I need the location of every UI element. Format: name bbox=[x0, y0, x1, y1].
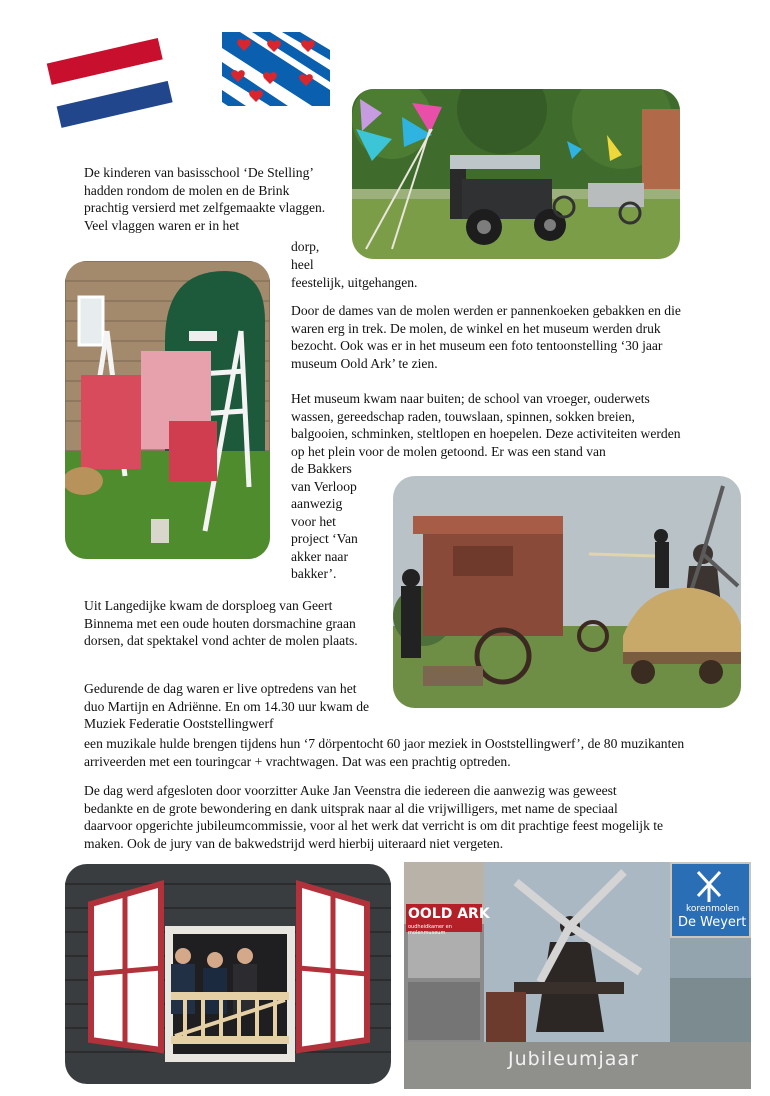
paragraph-threshing: Uit Langedijke kwam de dorsploeg van Geert Binnema met een oude houten dorsmachine graan dorsen, dat spektakel vond achter de molen plaats. bbox=[84, 598, 358, 648]
paragraph-decorations: De kinderen van basisschool ‘De Stelling’ hadden rondom de molen en de Brink prachtig versierd met zelfgemaakte vlaggen. Veel vlaggen waren er in het bbox=[84, 165, 326, 233]
paragraph-decorations-end: feestelijk, uitgehangen. bbox=[291, 275, 418, 290]
photo-mill-window bbox=[65, 864, 391, 1084]
bakers-line: van Verloop bbox=[291, 478, 357, 494]
jubilee-banner: Jubileumjaar bbox=[508, 1048, 639, 1070]
bakers-line: aanwezig bbox=[291, 496, 343, 511]
museum-name: OOLD ARK bbox=[408, 906, 490, 922]
paragraph-performances-cont: een muzikale hulde brengen tijdens hun ‘7 dörpentocht 60 jaor meziek in Ooststellingwerf’, de 80 muzikanten arriveerden met een touringcar + vrachtwagen. Dat was een prachtig optreden. bbox=[84, 736, 685, 769]
museum-subtitle: oudheidkamer en molenmuseum bbox=[408, 924, 452, 936]
paragraph-museum-bakers bbox=[291, 460, 381, 583]
bakers-line: voor het bbox=[291, 513, 336, 529]
paragraph-decorations-dorp: dorp, bbox=[291, 239, 320, 254]
photo-threshing-machine bbox=[393, 476, 741, 708]
paragraph-closing: De dag werd afgesloten door voorzitter Auke Jan Veenstra die iedereen die aanwezig was geweest bedankte en de grote bewondering en dank uitsprak naar al die vrijwilligers, met name de speciaal daarvoor opgerichte jubileumcommissie, voor al het werk dat verricht is om dit prachtige feest mogelijk te maken. Ook de jury van de bakwedstrijd werd hierbij uiteraard niet vergeten. bbox=[84, 783, 664, 851]
paragraph-pancakes: Door de dames van de molen werden er pannenkoeken gebakken en die waren erg in trek. De molen, de winkel en het museum werden druk bezocht. Ook was er in het museum een foto tentoonstelling ‘30 jaar museum Oold Ark’ te zien. bbox=[291, 303, 681, 371]
bakers-line: project ‘Van bbox=[291, 531, 358, 546]
paragraph-performances: Gedurende de dag waren er live optredens van het duo Martijn en Adriënne. En om 14.30 uur kwam de Muziek Federatie Ooststellingwerf bbox=[84, 681, 370, 731]
photo-laundry-rack bbox=[65, 261, 270, 559]
brand-name: De Weyert bbox=[678, 915, 747, 930]
brand-top: korenmolen bbox=[686, 904, 740, 914]
bakers-line: de Bakkers bbox=[291, 461, 352, 476]
paragraph-museum: Het museum kwam naar buiten; de school van vroeger, ouderwets wassen, gereedschap raden, touwslaan, spinnen, sokken breien, balgooien, schminken, steltlopen en hoepelen. Deze activiteiten werden op het plein voor de molen getoond. Er was een stand van bbox=[291, 391, 681, 459]
paragraph-decorations-heel: heel bbox=[291, 257, 314, 272]
jubilee-poster bbox=[404, 862, 751, 1089]
frisian-flag-icon bbox=[222, 32, 330, 106]
photo-flags-vehicle bbox=[352, 89, 680, 259]
bakers-line: akker naar bbox=[291, 548, 348, 564]
bakers-line: bakker’. bbox=[291, 566, 337, 581]
dutch-flag-icon bbox=[44, 28, 174, 132]
